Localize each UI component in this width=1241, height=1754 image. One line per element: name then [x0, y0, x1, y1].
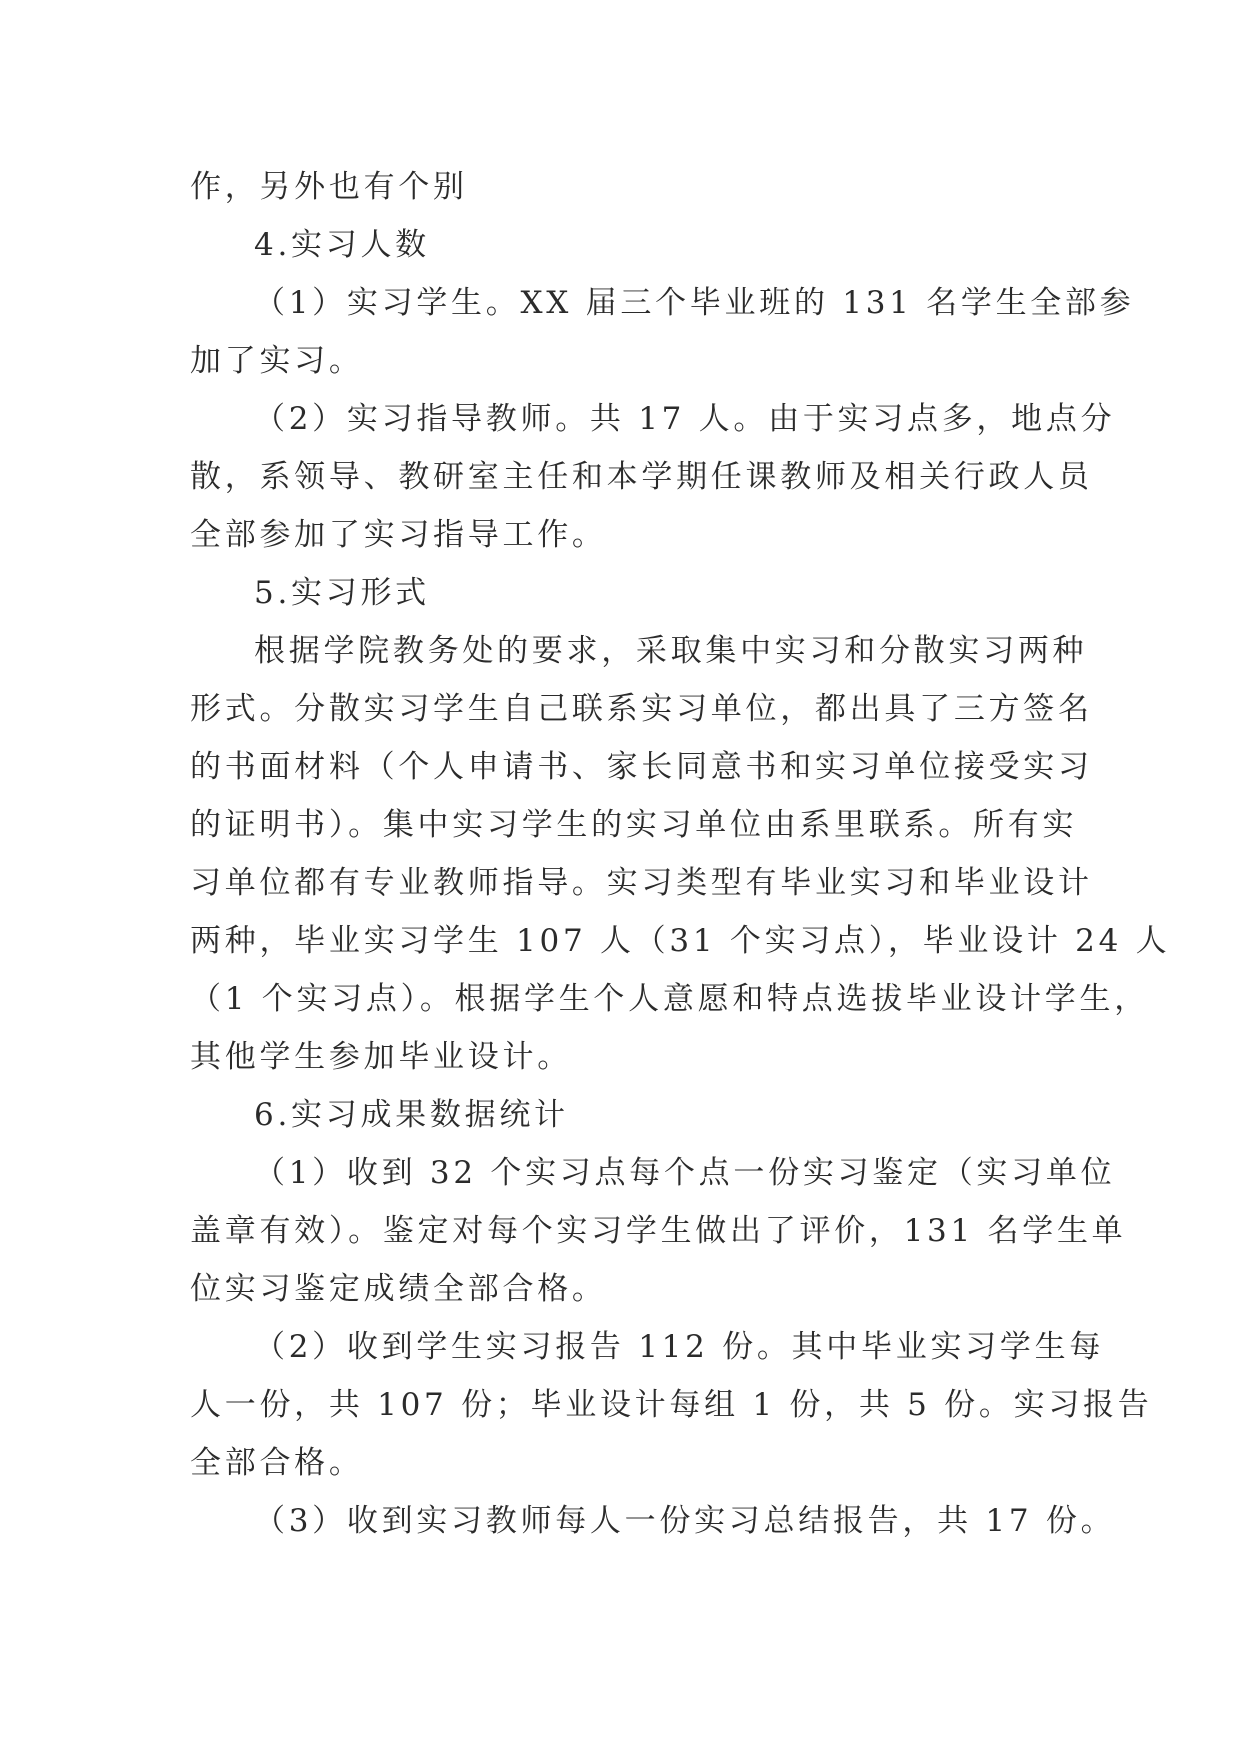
text-line: 的书面材料（个人申请书、家长同意书和实习单位接受实习	[190, 749, 1093, 785]
text-line: （3）收到实习教师每人一份实习总结报告，共 17 份。	[254, 1503, 1116, 1539]
text-line: （2）实习指导教师。共 17 人。由于实习点多，地点分	[254, 401, 1116, 437]
section-heading: 5.实习形式	[254, 575, 430, 611]
text-line: 加了实习。	[190, 343, 364, 379]
section-heading: 4.实习人数	[254, 227, 430, 263]
text-line: 两种，毕业实习学生 107 人（31 个实习点），毕业设计 24 人	[190, 923, 1171, 959]
section-heading: 6.实习成果数据统计	[254, 1097, 569, 1133]
text-line: 散，系领导、教研室主任和本学期任课教师及相关行政人员	[190, 459, 1093, 495]
text-line: 盖章有效）。鉴定对每个实习学生做出了评价，131 名学生单	[190, 1213, 1127, 1249]
text-line: 位实习鉴定成绩全部合格。	[190, 1271, 607, 1307]
text-line: 人一份，共 107 份；毕业设计每组 1 份，共 5 份。实习报告	[190, 1387, 1153, 1423]
text-line: 习单位都有专业教师指导。实习类型有毕业实习和毕业设计	[190, 865, 1093, 901]
text-line: 全部参加了实习指导工作。	[190, 517, 607, 553]
text-line: 根据学院教务处的要求，采取集中实习和分散实习两种	[254, 633, 1088, 669]
text-line: 形式。分散实习学生自己联系实习单位，都出具了三方签名	[190, 691, 1093, 727]
text-line: 其他学生参加毕业设计。	[190, 1039, 572, 1075]
text-line: 作，另外也有个别	[190, 169, 468, 205]
text-line: （1）收到 32 个实习点每个点一份实习鉴定（实习单位	[254, 1155, 1116, 1191]
text-line: 全部合格。	[190, 1445, 364, 1481]
text-line: （1）实习学生。XX 届三个毕业班的 131 名学生全部参	[254, 285, 1135, 321]
text-line: （2）收到学生实习报告 112 份。其中毕业实习学生每	[254, 1329, 1105, 1365]
document-body	[190, 158, 1171, 1550]
text-line: 的证明书）。集中实习学生的实习单位由系里联系。所有实	[190, 807, 1078, 843]
text-line: （1 个实习点）。根据学生个人意愿和特点选拔毕业设计学生，	[190, 981, 1149, 1017]
